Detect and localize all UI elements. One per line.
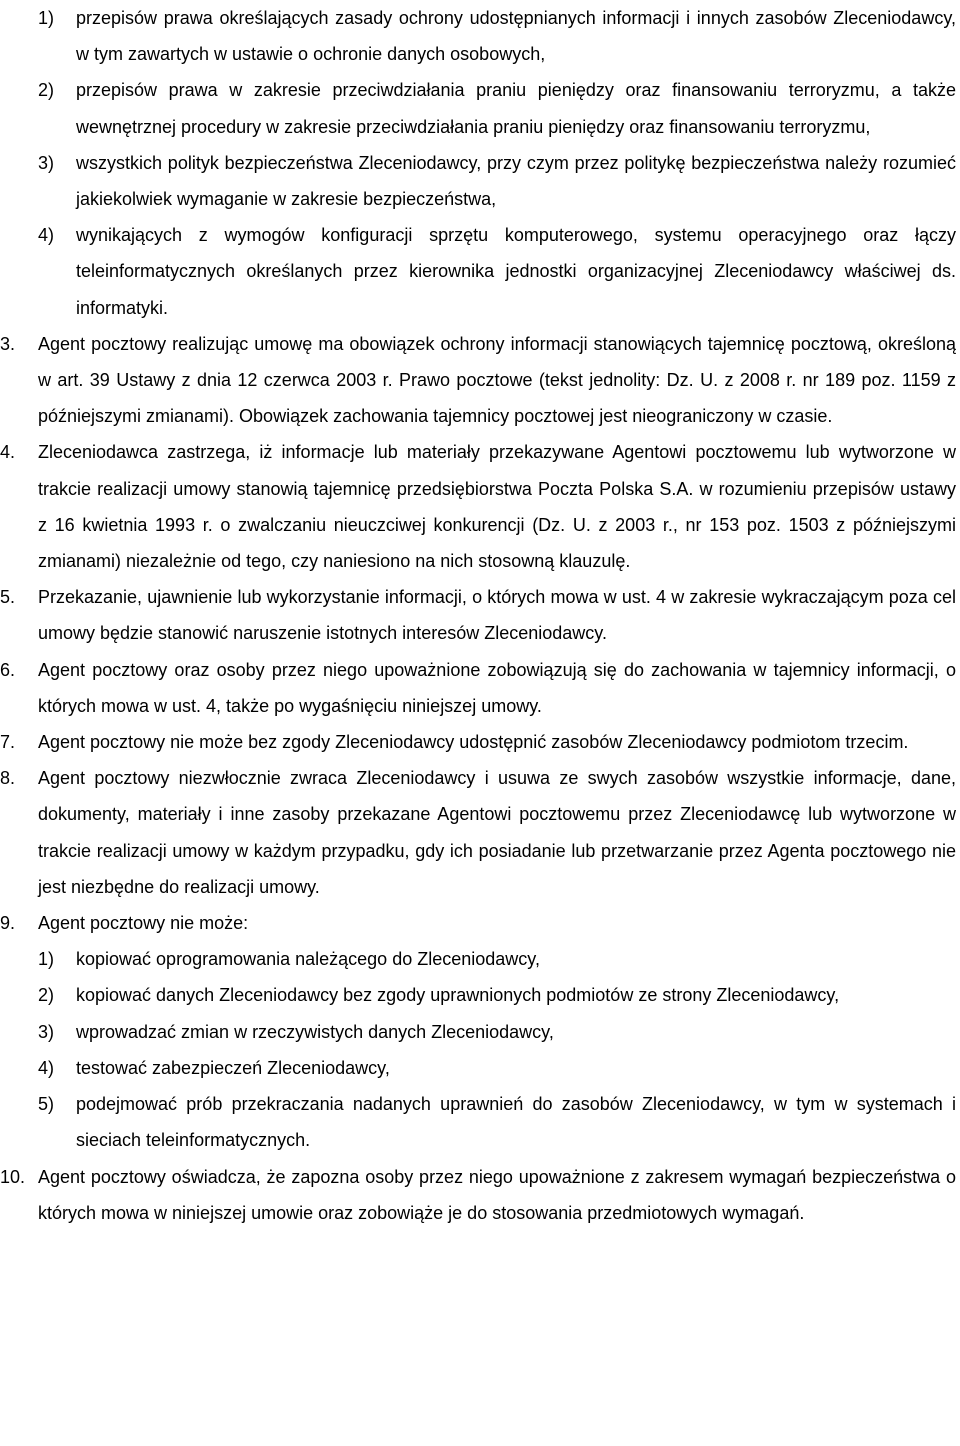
list-item: [0, 72, 956, 144]
point-text: Zleceniodawca zastrzega, iż informacje lub materiały przekazywane Agentowi pocztowemu lub wytworzone w trakcie realizacji umowy stanowią tajemnicę przedsiębiorstwa Poczta Polska S.A. w rozumieniu przepisów ustawy z 16 kwietnia 1993 r. o zwalczaniu nieuczciwej konkurencji (Dz. U. z 2003 r., nr 153 poz. 1503 z późniejszymi zmianami) niezależnie od tego, czy naniesiono na nich stosowną klauzulę.: [38, 442, 956, 572]
paragraph-point: [0, 724, 956, 760]
point-number: 3.: [0, 333, 16, 354]
item-number: 2): [38, 985, 55, 1006]
list-item: [0, 1050, 956, 1086]
item-text: wynikających z wymogów konfiguracji sprzętu komputerowego, systemu operacyjnego oraz łączy teleinformatycznych określanych przez kierownika jednostki organizacyjnej Zleceniodawcy właściwej ds. informatyki.: [76, 225, 956, 318]
point-10-block: [0, 1159, 960, 1231]
continued-subitems: [0, 0, 960, 326]
paragraph-point: [0, 1159, 956, 1231]
paragraph-point: [0, 579, 956, 651]
point-text: Agent pocztowy nie może:: [38, 913, 249, 934]
list-item: [0, 1086, 956, 1158]
point-number: 10.: [0, 1166, 26, 1187]
point-number: 5.: [0, 587, 16, 608]
item-number: 1): [38, 8, 55, 28]
point9-subitems: [0, 941, 960, 1158]
point-number: 7.: [0, 732, 16, 753]
point-text: Agent pocztowy realizując umowę ma obowiązek ochrony informacji stanowiących tajemnicę pocztową, określoną w art. 39 Ustawy z dnia 12 czerwca 2003 r. Prawo pocztowe (tekst jednolity: Dz. U. z 2008 r. nr 189 poz. 1159 z późniejszymi zmianami). Obowiązek zachowania tajemnicy pocztowej jest nieograniczony w czasie.: [38, 333, 956, 427]
point-text: Agent pocztowy niezwłocznie zwraca Zleceniodawcy i usuwa ze swych zasobów wszystkie informacje, dane, dokumenty, materiały i inne zasoby przekazane Agentowi pocztowemu przez Zleceniodawcę lub wytworzone w trakcie realizacji umowy w każdym przypadku, gdy ich posiadanie lub przetwarzanie przez Agenta pocztowego nie jest niezbędne do realizacji umowy.: [38, 768, 956, 897]
list-item: [0, 941, 956, 977]
item-number: 4): [38, 225, 55, 246]
point-number: 8.: [0, 768, 16, 789]
point-number: 6.: [0, 659, 16, 680]
paragraph-point: [0, 760, 956, 905]
list-item: [0, 145, 956, 217]
item-text: przepisów prawa w zakresie przeciwdziałania praniu pieniędzy oraz finansowaniu terroryzmu, a także wewnętrznej procedury w zakresie przeciwdziałania praniu pieniędzy oraz finansowaniu terroryzmu,: [76, 80, 956, 137]
item-text: przepisów prawa określających zasady ochrony udostępnianych informacji i innych zasobów Zleceniodawcy, w tym zawartych w ustawie o ochronie danych osobowych,: [76, 8, 956, 65]
point-text: Przekazanie, ujawnienie lub wykorzystanie informacji, o których mowa w ust. 4 w zakresie wykraczającym poza cel umowy będzie stanowić naruszenie istotnych interesów Zleceniodawcy.: [38, 587, 956, 644]
list-item: [0, 0, 956, 72]
paragraph-point: [0, 905, 956, 941]
paragraph-point: [0, 652, 956, 724]
item-number: 1): [38, 949, 55, 970]
item-text: podejmować prób przekraczania nadanych uprawnień do zasobów Zleceniodawcy, w tym w systemach i sieciach teleinformatycznych.: [76, 1094, 956, 1151]
numbered-points: [0, 326, 960, 941]
point-number: 9.: [0, 913, 16, 934]
list-item: [0, 217, 956, 326]
paragraph-point: [0, 434, 956, 579]
item-number: 4): [38, 1057, 55, 1078]
point-text: Agent pocztowy oświadcza, że zapozna osoby przez niego upoważnione z zakresem wymagań bezpieczeństwa o których mowa w niniejszej umowie oraz zobowiąże je do stosowania przedmiotowych wymagań.: [38, 1166, 956, 1223]
point-text: Agent pocztowy nie może bez zgody Zleceniodawcy udostępnić zasobów Zleceniodawcy podmiotom trzecim.: [38, 732, 909, 753]
item-text: kopiować oprogramowania należącego do Zleceniodawcy,: [76, 949, 540, 970]
item-text: wszystkich polityk bezpieczeństwa Zleceniodawcy, przy czym przez politykę bezpieczeństwa należy rozumieć jakiekolwiek wymaganie w zakresie bezpieczeństwa,: [76, 152, 956, 210]
point-text: Agent pocztowy oraz osoby przez niego upoważnione zobowiązują się do zachowania w tajemnicy informacji, o których mowa w ust. 4, także po wygaśnięciu niniejszej umowy.: [38, 659, 956, 716]
item-number: 2): [38, 80, 55, 101]
item-number: 3): [38, 152, 55, 173]
item-text: testować zabezpieczeń Zleceniodawcy,: [76, 1057, 390, 1078]
item-number: 5): [38, 1094, 55, 1115]
point-number: 4.: [0, 442, 16, 463]
item-text: wprowadzać zmian w rzeczywistych danych Zleceniodawcy,: [76, 1021, 554, 1042]
item-text: kopiować danych Zleceniodawcy bez zgody uprawnionych podmiotów ze strony Zleceniodawcy,: [76, 985, 840, 1006]
item-number: 3): [38, 1021, 55, 1042]
list-item: [0, 1014, 956, 1050]
list-item: [0, 977, 956, 1013]
paragraph-point: [0, 326, 956, 435]
